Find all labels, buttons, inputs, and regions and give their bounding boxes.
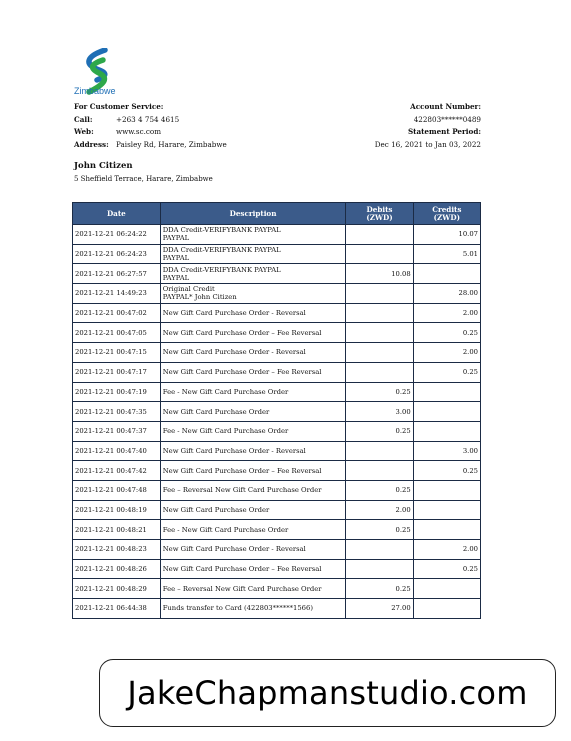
account-number-label: Account Number: <box>410 102 481 111</box>
txn-date: 2021-12-21 00:47:37 <box>73 421 161 441</box>
table-row <box>73 225 481 245</box>
txn-description: DDA Credit-VERIFYBANK PAYPAL PAYPAL <box>160 244 346 264</box>
table-header-row <box>73 203 481 225</box>
txn-date: 2021-12-21 00:47:19 <box>73 382 161 402</box>
date-header: Date <box>73 203 161 225</box>
txn-description: Original Credit PAYPAL* John Citizen <box>160 284 346 304</box>
txn-debit: 10.08 <box>346 264 413 284</box>
table-row <box>73 540 481 560</box>
txn-credit <box>413 480 480 500</box>
table-row <box>73 520 481 540</box>
txn-description: New Gift Card Purchase Order – Fee Reversal <box>160 559 346 579</box>
web-label: Web: <box>74 127 94 136</box>
txn-date: 2021-12-21 06:27:57 <box>73 264 161 284</box>
txn-debit <box>346 362 413 382</box>
txn-credit: 2.00 <box>413 303 480 323</box>
table-row <box>73 323 481 343</box>
customer-name: John Citizen <box>74 161 133 171</box>
txn-date: 2021-12-21 00:47:15 <box>73 343 161 363</box>
txn-debit <box>346 303 413 323</box>
txn-debit <box>346 323 413 343</box>
txn-credit: 0.25 <box>413 362 480 382</box>
txn-credit <box>413 520 480 540</box>
table-row <box>73 264 481 284</box>
table-row <box>73 461 481 481</box>
description-header: Description <box>160 203 346 225</box>
txn-credit: 2.00 <box>413 343 480 363</box>
table-row <box>73 402 481 422</box>
txn-date: 2021-12-21 00:47:40 <box>73 441 161 461</box>
txn-debit <box>346 441 413 461</box>
txn-description: New Gift Card Purchase Order - Reversal <box>160 441 346 461</box>
txn-credit <box>413 579 480 599</box>
table-row <box>73 480 481 500</box>
customer-service-heading: For Customer Service: <box>74 102 164 111</box>
txn-credit: 28.00 <box>413 284 480 304</box>
customer-address: 5 Sheffield Terrace, Harare, Zimbabwe <box>74 175 213 183</box>
txn-date: 2021-12-21 00:47:42 <box>73 461 161 481</box>
customer-service-block <box>74 101 227 151</box>
txn-description: New Gift Card Purchase Order - Reversal <box>160 303 346 323</box>
txn-credit <box>413 500 480 520</box>
credits-header: Credits (ZWD) <box>413 203 480 225</box>
txn-credit <box>413 599 480 619</box>
txn-credit: 5.01 <box>413 244 480 264</box>
txn-debit <box>346 244 413 264</box>
transactions-table <box>72 202 481 619</box>
txn-debit: 2.00 <box>346 500 413 520</box>
txn-date: 2021-12-21 00:48:23 <box>73 540 161 560</box>
txn-description: New Gift Card Purchase Order <box>160 500 346 520</box>
statement-period-label: Statement Period: <box>407 127 481 136</box>
txn-credit: 0.25 <box>413 559 480 579</box>
txn-date: 2021-12-21 14:49:23 <box>73 284 161 304</box>
table-row <box>73 441 481 461</box>
call-label: Call: <box>74 114 93 124</box>
txn-credit: 3.00 <box>413 441 480 461</box>
txn-date: 2021-12-21 00:48:19 <box>73 500 161 520</box>
address-label: Address: <box>74 139 109 149</box>
call-value: +263 4 754 4615 <box>116 114 180 124</box>
table-row <box>73 559 481 579</box>
txn-debit <box>346 225 413 245</box>
txn-description: New Gift Card Purchase Order - Reversal <box>160 540 346 560</box>
txn-debit <box>346 540 413 560</box>
txn-credit: 0.25 <box>413 323 480 343</box>
txn-debit <box>346 284 413 304</box>
txn-credit: 0.25 <box>413 461 480 481</box>
statement-period-value: Dec 16, 2021 to Jan 03, 2022 <box>374 139 481 149</box>
txn-description: New Gift Card Purchase Order <box>160 402 346 422</box>
txn-date: 2021-12-21 00:47:05 <box>73 323 161 343</box>
txn-description: Fee - New Gift Card Purchase Order <box>160 382 346 402</box>
txn-date: 2021-12-21 06:24:22 <box>73 225 161 245</box>
txn-debit: 0.25 <box>346 421 413 441</box>
txn-description: Fee - New Gift Card Purchase Order <box>160 421 346 441</box>
txn-debit <box>346 343 413 363</box>
txn-credit <box>413 421 480 441</box>
txn-description: Funds transfer to Card (422803******1566) <box>160 599 346 619</box>
txn-description: Fee – Reversal New Gift Card Purchase Order <box>160 579 346 599</box>
table-row <box>73 500 481 520</box>
txn-credit <box>413 264 480 284</box>
txn-description: New Gift Card Purchase Order – Fee Reversal <box>160 362 346 382</box>
txn-date: 2021-12-21 00:48:29 <box>73 579 161 599</box>
bank-logo-text: Zimbabwe <box>74 86 116 96</box>
txn-debit: 0.25 <box>346 579 413 599</box>
txn-debit <box>346 559 413 579</box>
watermark-banner: JakeChapmanstudio.com <box>99 659 556 727</box>
txn-date: 2021-12-21 00:48:26 <box>73 559 161 579</box>
txn-debit: 27.00 <box>346 599 413 619</box>
table-row <box>73 303 481 323</box>
txn-debit: 0.25 <box>346 520 413 540</box>
txn-description: Fee – Reversal New Gift Card Purchase Order <box>160 480 346 500</box>
txn-credit: 10.07 <box>413 225 480 245</box>
txn-credit <box>413 382 480 402</box>
table-row <box>73 421 481 441</box>
txn-date: 2021-12-21 00:47:35 <box>73 402 161 422</box>
txn-date: 2021-12-21 06:44:38 <box>73 599 161 619</box>
table-row <box>73 382 481 402</box>
txn-date: 2021-12-21 06:24:23 <box>73 244 161 264</box>
table-row <box>73 244 481 264</box>
txn-description: DDA Credit-VERIFYBANK PAYPAL PAYPAL <box>160 225 346 245</box>
txn-date: 2021-12-21 00:48:21 <box>73 520 161 540</box>
address-value: Paisley Rd, Harare, Zimbabwe <box>116 139 227 149</box>
table-row <box>73 284 481 304</box>
txn-description: New Gift Card Purchase Order - Reversal <box>160 343 346 363</box>
txn-credit: 2.00 <box>413 540 480 560</box>
txn-debit: 3.00 <box>346 402 413 422</box>
debits-header: Debits (ZWD) <box>346 203 413 225</box>
txn-date: 2021-12-21 00:47:17 <box>73 362 161 382</box>
table-row <box>73 343 481 363</box>
txn-credit <box>413 402 480 422</box>
web-value: www.sc.com <box>116 127 162 136</box>
txn-description: Fee - New Gift Card Purchase Order <box>160 520 346 540</box>
table-row <box>73 362 481 382</box>
txn-debit: 0.25 <box>346 382 413 402</box>
txn-date: 2021-12-21 00:47:48 <box>73 480 161 500</box>
txn-debit: 0.25 <box>346 480 413 500</box>
txn-description: New Gift Card Purchase Order – Fee Reversal <box>160 323 346 343</box>
account-info-block <box>375 101 481 151</box>
txn-debit <box>346 461 413 481</box>
table-row <box>73 579 481 599</box>
txn-date: 2021-12-21 00:47:02 <box>73 303 161 323</box>
txn-description: New Gift Card Purchase Order – Fee Reversal <box>160 461 346 481</box>
txn-description: DDA Credit-VERIFYBANK PAYPAL PAYPAL <box>160 264 346 284</box>
account-number-value: 422803******0489 <box>413 114 481 124</box>
table-row <box>73 599 481 619</box>
